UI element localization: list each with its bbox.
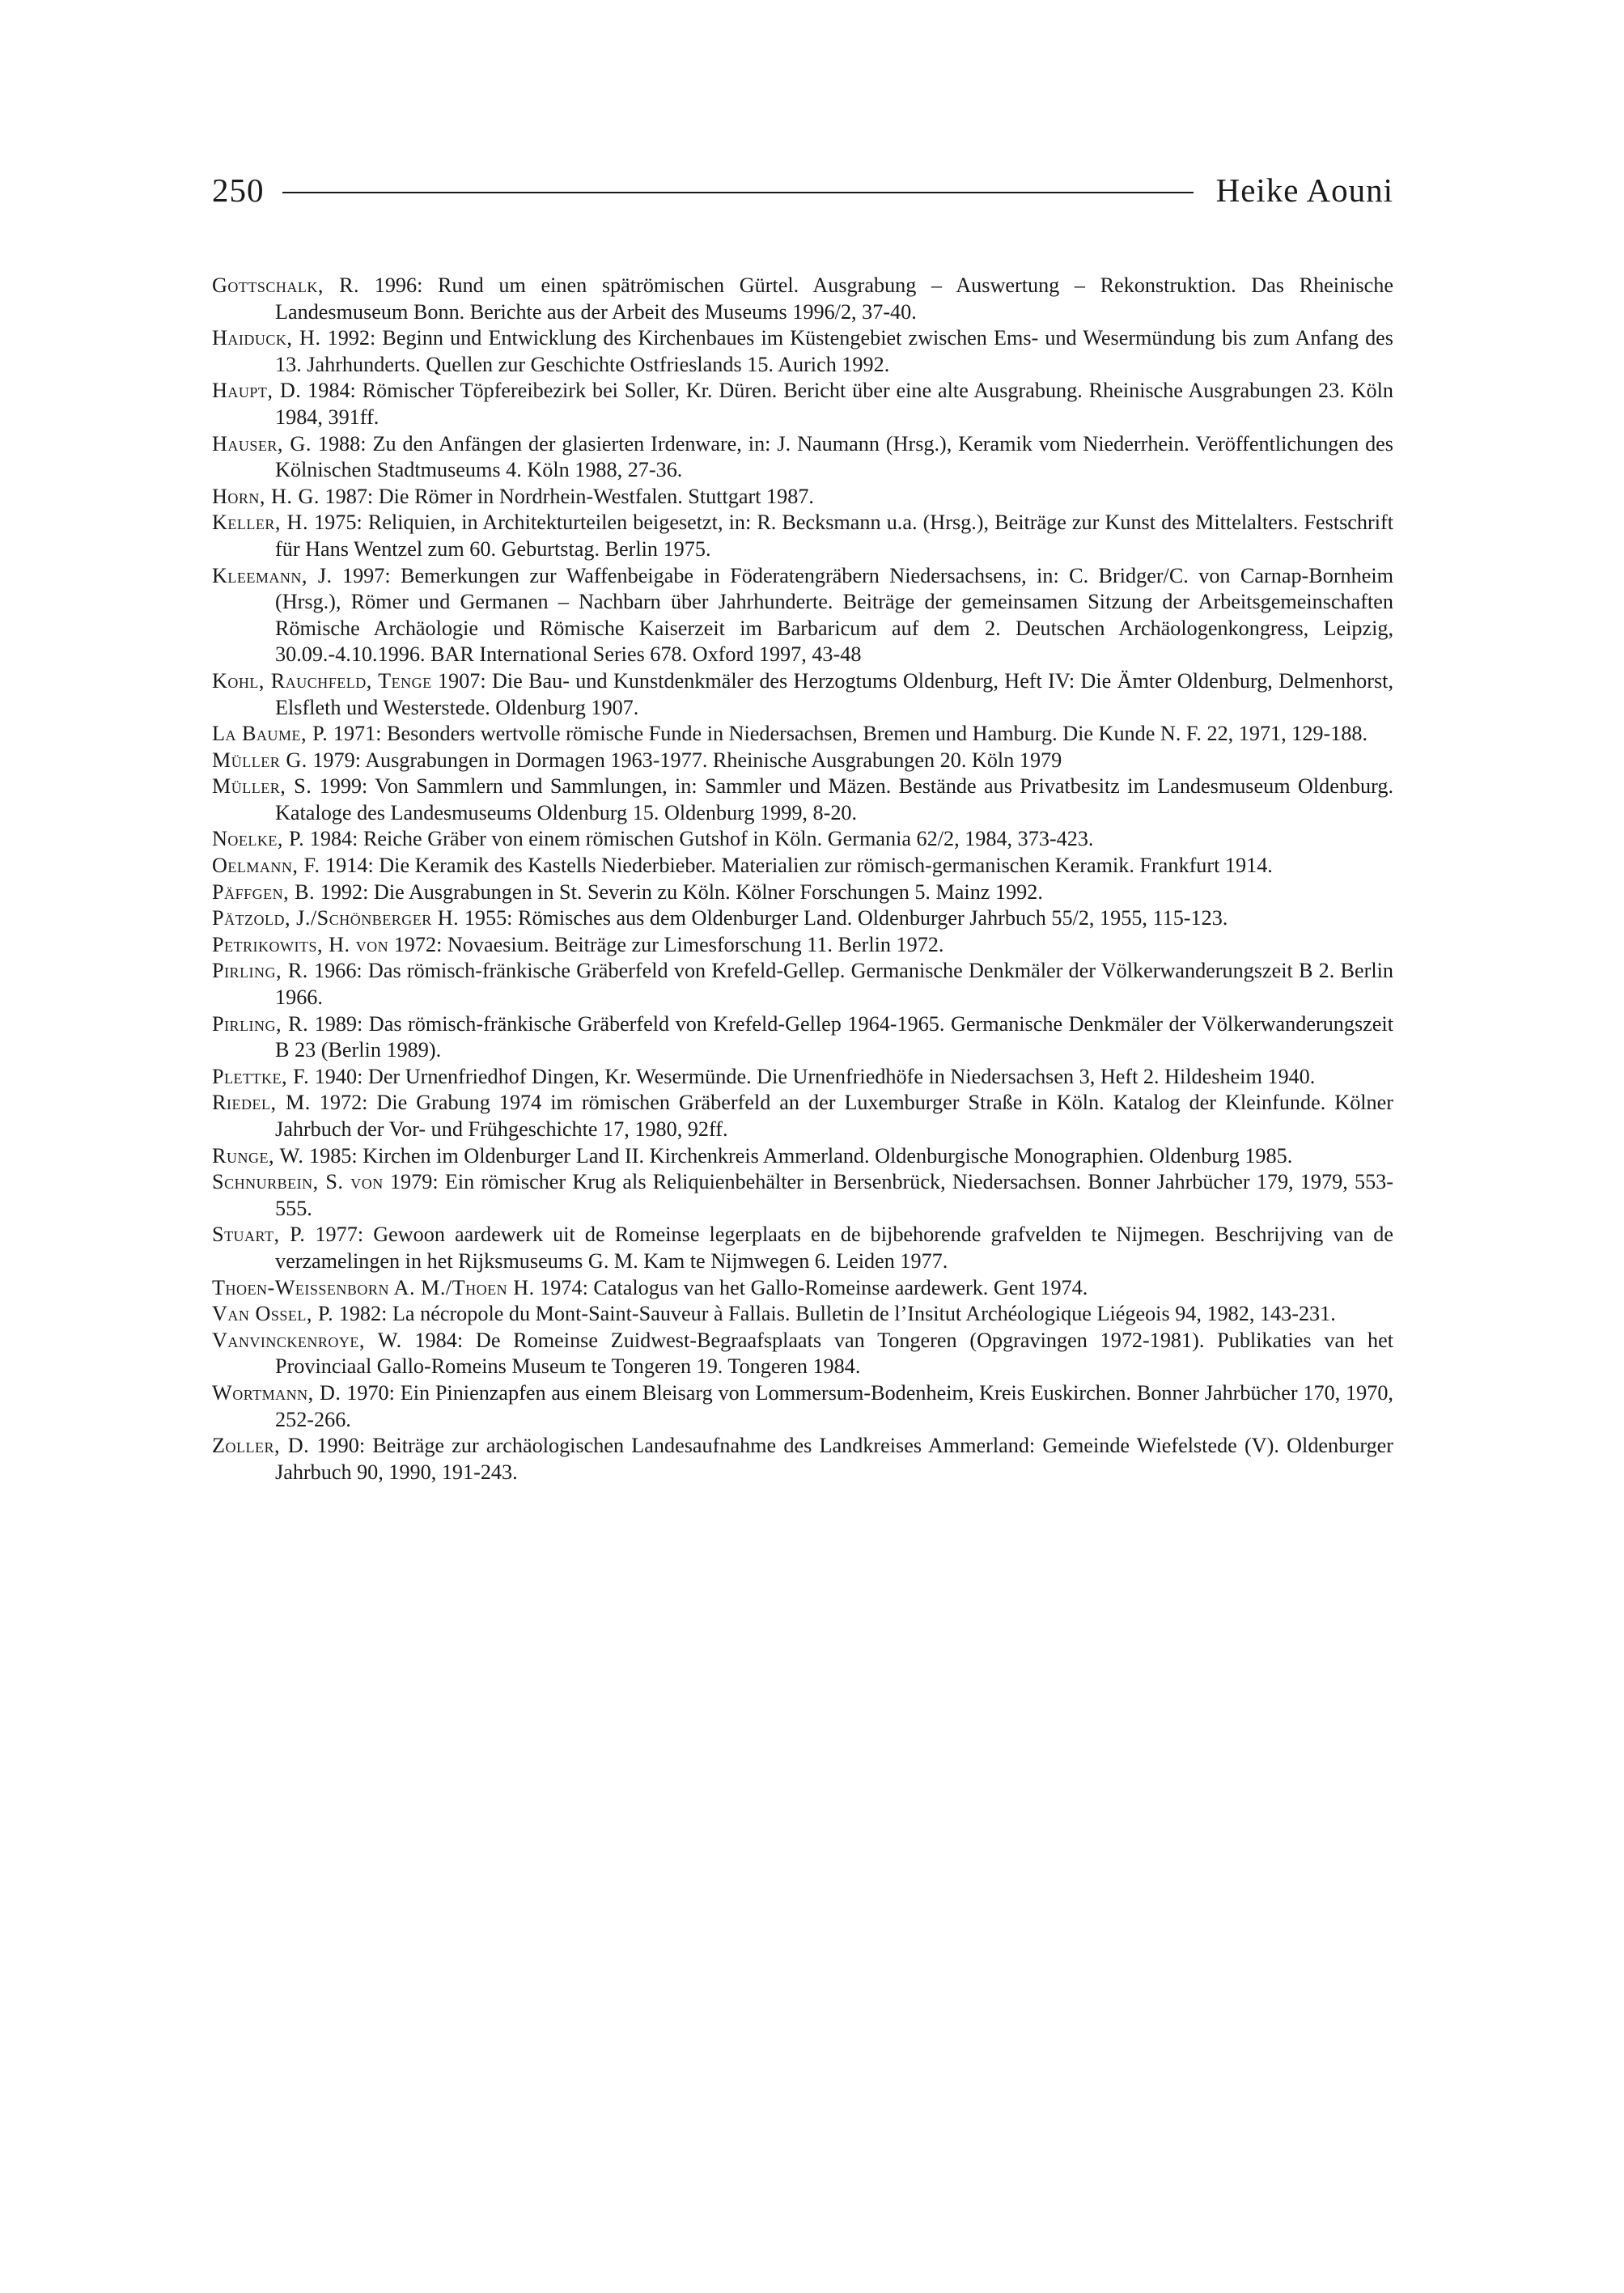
entry-author: Pirling, R. [212, 959, 308, 983]
entry-text: 1988: Zu den Anfängen der glasierten Irdenware, in: J. Naumann (Hrsg.), Keramik vom Niederrhein. Veröffentlichungen des Kölnischen Stadtmuseums 4. Köln 1988, 27-36. [275, 431, 1393, 482]
running-head-author: Heike Aouni [1215, 172, 1393, 209]
entry-author: Gottschalk, R. [212, 273, 360, 297]
entry-author: Van Ossel, P. [212, 1302, 334, 1326]
entry-author: Haupt, D. [212, 379, 302, 403]
entry-author: Pirling, R. [212, 1011, 309, 1036]
bibliography-entry [212, 484, 1393, 511]
entry-text: 1966: Das römisch-fränkische Gräberfeld von Krefeld-Gellep. Germanische Denkmäler der Völkerwanderungszeit B 2. Berlin 1966. [275, 959, 1393, 1010]
bibliography-entry [212, 1275, 1393, 1302]
entry-text: 1987: Die Römer in Nordrhein-Westfalen. Stuttgart 1987. [319, 484, 814, 508]
entry-author: Stuart, P. [212, 1223, 306, 1247]
entry-text: 1984: Reiche Gräber von einem römischen Gutshof in Köln. Germania 62/2, 1984, 373-423. [304, 827, 1094, 851]
bibliography-entry [212, 325, 1393, 378]
entry-text: 1907: Die Bau- und Kunstdenkmäler des Herzogtums Oldenburg, Heft IV: Die Ämter Oldenburg, Delmenhorst, Elsfleth und Westerstede. Oldenburg 1907. [275, 668, 1394, 719]
bibliography-entry [212, 378, 1393, 430]
entry-text: 1982: La nécropole du Mont-Saint-Sauveur à Fallais. Bulletin de l’Insitut Archéologique Liégeois 94, 1982, 143-231. [333, 1302, 1336, 1326]
entry-author: Riedel, M. [212, 1091, 311, 1115]
entry-author: Runge, W. [212, 1143, 304, 1168]
bibliography-list [212, 273, 1393, 1486]
entry-author: Plettke, F. [212, 1064, 310, 1088]
bibliography-entry [212, 721, 1393, 748]
entry-author: Haiduck, H. [212, 326, 321, 350]
bibliography-entry [212, 879, 1393, 906]
entry-text: 1992: Beginn und Entwicklung des Kirchenbaues im Küstengebiet zwischen Ems- und Wesermündung bis zum Anfang des 13. Jahrhunderts. Quellen zur Geschichte Ostfrieslands 15. Aurich 1992. [275, 326, 1393, 376]
entry-text: 1979: Ausgrabungen in Dormagen 1963-1977. Rheinische Ausgrabungen 20. Köln 1979 [307, 748, 1062, 772]
entry-author: Petrikowits, H. von [212, 932, 389, 956]
bibliography-entry [212, 748, 1393, 774]
entry-text: 1997: Bemerkungen zur Waffenbeigabe in Föderatengräbern Niedersachsens, in: C. Bridger/C. von Carnap-Bornheim (Hrsg.), Römer und Germanen – Nachbarn über Jahrhunderte. Beiträge der gemeinsamen Sitzung der Arbeitsgemeinschaften Römische Archäologie und Römische Kaiserzeit im Barbaricum auf dem 2. Deutschen Archäologenkongress, Leipzig, 30.09.-4.10.1996. BAR International Series 678. Oxford 1997, 43-48 [275, 563, 1393, 667]
entry-author: Oelmann, F. [212, 854, 320, 878]
bibliography-entry [212, 431, 1393, 484]
entry-author: Zoller, D. [212, 1434, 310, 1458]
bibliography-entry [212, 1143, 1393, 1170]
bibliography-entry [212, 1380, 1393, 1433]
entry-author: Noelke, P. [212, 827, 305, 851]
entry-author: Kohl, Rauchfeld, Tenge [212, 668, 432, 693]
bibliography-entry [212, 958, 1393, 1011]
entry-author: Kleemann, J. [212, 563, 333, 587]
entry-text: 1999: Von Sammlern und Sammlungen, in: Sammler und Mäzen. Bestände aus Privatbesitz im Landesmuseum Oldenburg. Kataloge des Landesmuseums Oldenburg 15. Oldenburg 1999, 8-20. [275, 774, 1394, 824]
entry-author: Schnurbein, S. von [212, 1170, 384, 1194]
bibliography-entry [212, 905, 1393, 932]
bibliography-entry [212, 774, 1393, 826]
bibliography-entry [212, 1301, 1393, 1328]
entry-text: 1975: Reliquien, in Architekturteilen beigesetzt, in: R. Becksmann u.a. (Hrsg.), Beiträge zur Kunst des Mittelalters. Festschrift für Hans Wentzel zum 60. Geburtstag. Berlin 1975. [275, 511, 1393, 561]
entry-author: La Baume, P. [212, 722, 329, 746]
entry-text: 1914: Die Keramik des Kastells Niederbieber. Materialien zur römisch-germanischen Keramik. Frankfurt 1914. [320, 854, 1273, 878]
entry-author: Horn, H. G. [212, 484, 320, 508]
entry-text: 1940: Der Urnenfriedhof Dingen, Kr. Wesermünde. Die Urnenfriedhöfe in Niedersachsen 3, Heft 2. Hildesheim 1940. [309, 1064, 1316, 1088]
entry-text: 1977: Gewoon aardewerk uit de Romeinse legerplaats en de bijbehorende grafvelden te Nijmegen. Beschrijving van de verzamelingen in het Rijksmuseums G. M. Kam te Nijmwegen 6. Leiden 1977. [275, 1223, 1394, 1273]
entry-author: Wortmann, D. [212, 1380, 341, 1405]
bibliography-entry [212, 273, 1393, 325]
entry-author: Müller, S. [212, 774, 312, 799]
bibliography-entry [212, 932, 1393, 959]
bibliography-entry [212, 1090, 1393, 1142]
entry-text: 1971: Besonders wertvolle römische Funde in Niedersachsen, Bremen und Hamburg. Die Kunde N. F. 22, 1971, 129-188. [328, 722, 1368, 746]
entry-text: 1984: De Romeinse Zuidwest-Begraafsplaats van Tongeren (Opgravingen 1972-1981). Publikaties van het Provinciaal Gallo-Romeins Museum te Tongeren 19. Tongeren 1984. [275, 1328, 1393, 1379]
entry-text: 1972: Die Grabung 1974 im römischen Gräberfeld an der Luxemburger Straße in Köln. Katalog der Kleinfunde. Kölner Jahrbuch der Vor- und Frühgeschichte 17, 1980, 92ff. [275, 1091, 1393, 1141]
entry-author: Pätzold, J./Schönberger H. [212, 906, 460, 930]
bibliography-entry [212, 1064, 1393, 1091]
entry-text: 1990: Beiträge zur archäologischen Landesaufnahme des Landkreises Ammerland: Gemeinde Wiefelstede (V). Oldenburger Jahrbuch 90, 1990, 191-243. [275, 1434, 1394, 1484]
bibliography-entry [212, 510, 1393, 562]
header-rule [282, 192, 1194, 193]
entry-author: Hauser, G. [212, 431, 312, 456]
entry-text: 1974: Catalogus van het Gallo-Romeinse aardewerk. Gent 1974. [534, 1275, 1088, 1299]
page-number: 250 [212, 172, 265, 209]
running-header [212, 166, 1393, 214]
entry-author: Keller, H. [212, 511, 308, 535]
bibliography-entry [212, 1222, 1393, 1274]
entry-author: Vanvinckenroye, W. [212, 1328, 402, 1352]
entry-text: 1996: Rund um einen spätrömischen Gürtel. Ausgrabung – Auswertung – Rekonstruktion. Das Rheinische Landesmuseum Bonn. Berichte aus der Arbeit des Museums 1996/2, 37-40. [275, 273, 1393, 324]
entry-text: 1985: Kirchen im Oldenburger Land II. Kirchenkreis Ammerland. Oldenburgische Monographien. Oldenburg 1985. [303, 1143, 1293, 1168]
bibliography-entry [212, 563, 1393, 668]
entry-author: Müller G. [212, 748, 307, 772]
entry-text: 1970: Ein Pinienzapfen aus einem Bleisarg von Lommersum-Bodenheim, Kreis Euskirchen. Bonner Jahrbücher 170, 1970, 252-266. [275, 1380, 1393, 1431]
entry-author: Päffgen, B. [212, 879, 316, 904]
bibliography-entry [212, 826, 1393, 853]
entry-text: 1992: Die Ausgrabungen in St. Severin zu Köln. Kölner Forschungen 5. Mainz 1992. [315, 879, 1043, 904]
bibliography-entry [212, 1433, 1393, 1486]
entry-text: 1955: Römisches aus dem Oldenburger Land. Oldenburger Jahrbuch 55/2, 1955, 115-123. [459, 906, 1228, 930]
bibliography-entry [212, 853, 1393, 879]
bibliography-entry [212, 1011, 1393, 1064]
bibliography-entry [212, 668, 1393, 721]
entry-text: 1984: Römischer Töpfereibezirk bei Soller, Kr. Düren. Bericht über eine alte Ausgrabung. Rheinische Ausgrabungen 23. Köln 1984, 391ff. [275, 379, 1394, 429]
entry-author: Thoen-Weissenborn A. M./Thoen H. [212, 1275, 535, 1299]
bibliography-entry [212, 1169, 1393, 1222]
entry-text: 1989: Das römisch-fränkische Gräberfeld von Krefeld-Gellep 1964-1965. Germanische Denkmäler der Völkerwanderungszeit B 23 (Berlin 1989). [275, 1011, 1393, 1062]
entry-text: 1972: Novaesium. Beiträge zur Limesforschung 11. Berlin 1972. [388, 932, 944, 956]
bibliography-entry [212, 1328, 1393, 1380]
entry-text: 1979: Ein römischer Krug als Reliquienbehälter in Bersenbrück, Niedersachsen. Bonner Jahrbücher 179, 1979, 553-555. [275, 1170, 1393, 1220]
